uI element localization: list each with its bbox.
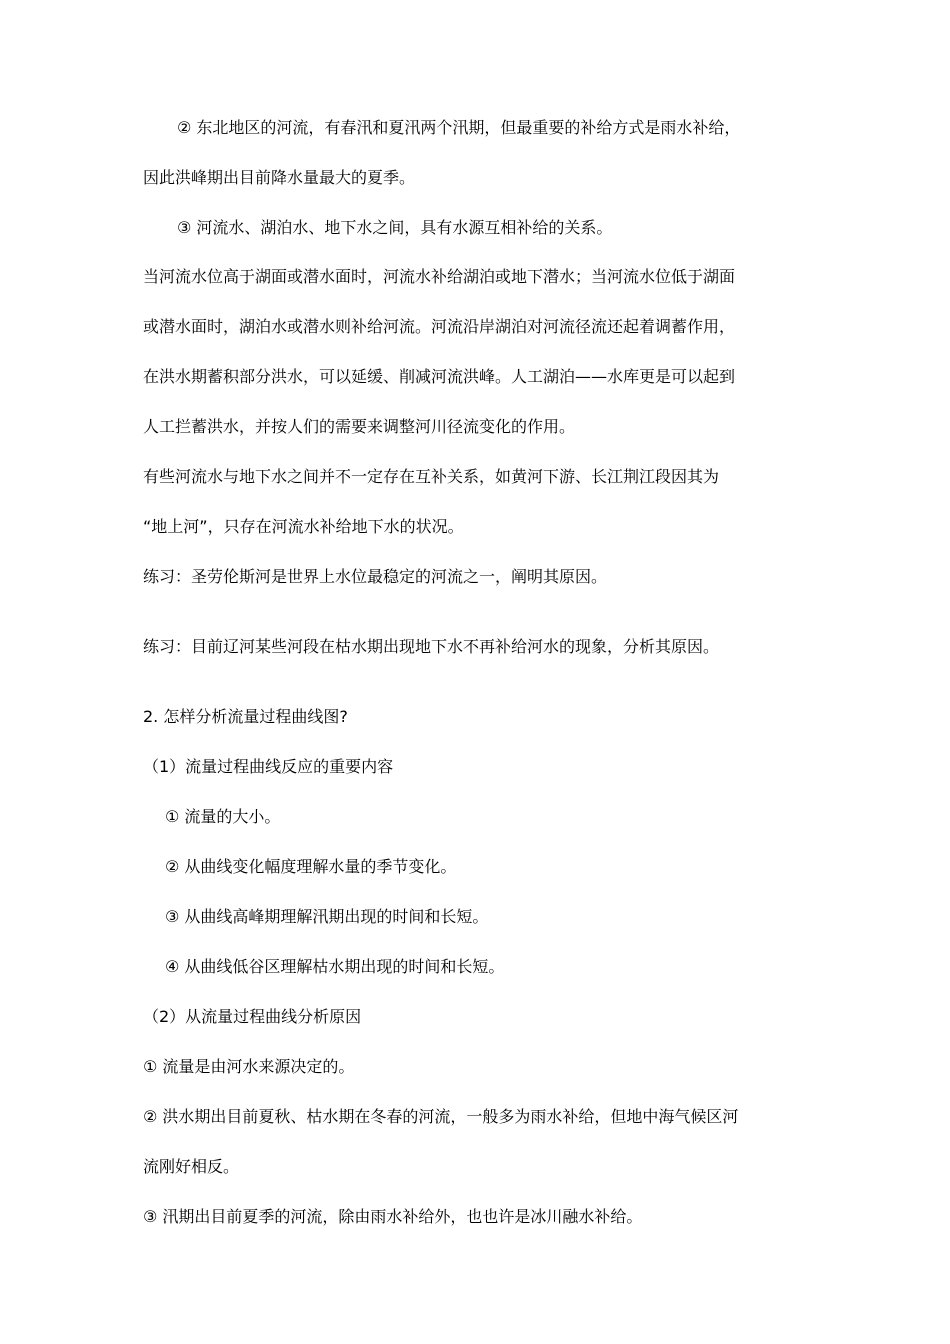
list-item: ① 流量是由河水来源决定的。 <box>143 1057 355 1076</box>
section-heading: 2. 怎样分析流量过程曲线图? <box>143 707 348 726</box>
list-item-continuation: 流刚好相反。 <box>143 1157 240 1176</box>
text-line: 有些河流水与地下水之间并不一定存在互补关系，如黄河下游、长江荆江段因其为 <box>143 467 720 486</box>
text-line: “地上河”，只存在河流水补给地下水的状况。 <box>143 517 464 536</box>
text-line: 在洪水期蓄积部分洪水，可以延缓、削减河流洪峰。人工湖泊——水库更是可以起到 <box>143 367 736 386</box>
list-item: ① 流量的大小。 <box>165 807 281 826</box>
text-line: 或潜水面时，湖泊水或潜水则补给河流。河流沿岸湖泊对河流径流还起着调蓄作用， <box>143 317 736 336</box>
list-item: ② 从曲线变化幅度理解水量的季节变化。 <box>165 857 457 876</box>
exercise-line: 练习：圣劳伦斯河是世界上水位最稳定的河流之一，阐明其原因。 <box>143 567 608 586</box>
list-item: ④ 从曲线低谷区理解枯水期出现的时间和长短。 <box>165 957 505 976</box>
text-line: ② 东北地区的河流，有春汛和夏汛两个汛期，但最重要的补给方式是雨水补给， <box>177 118 741 137</box>
exercise-line: 练习：目前辽河某些河段在枯水期出现地下水不再补给河水的现象，分析其原因。 <box>143 637 720 656</box>
text-line: 当河流水位高于湖面或潜水面时，河流水补给湖泊或地下潜水；当河流水位低于湖面 <box>143 267 736 286</box>
subsection-heading: （1）流量过程曲线反应的重要内容 <box>143 757 394 776</box>
list-item: ③ 汛期出目前夏季的河流，除由雨水补给外，也也许是冰川融水补给。 <box>143 1207 643 1226</box>
list-item: ② 洪水期出目前夏秋、枯水期在冬春的河流，一般多为雨水补给，但地中海气候区河 <box>143 1107 739 1126</box>
list-item: ③ 从曲线高峰期理解汛期出现的时间和长短。 <box>165 907 489 926</box>
subsection-heading: （2）从流量过程曲线分析原因 <box>143 1007 362 1026</box>
text-line: 因此洪峰期出目前降水量最大的夏季。 <box>143 168 416 187</box>
text-line: 人工拦蓄洪水，并按人们的需要来调整河川径流变化的作用。 <box>143 417 576 436</box>
text-line: ③ 河流水、湖泊水、地下水之间，具有水源互相补给的关系。 <box>177 218 613 237</box>
